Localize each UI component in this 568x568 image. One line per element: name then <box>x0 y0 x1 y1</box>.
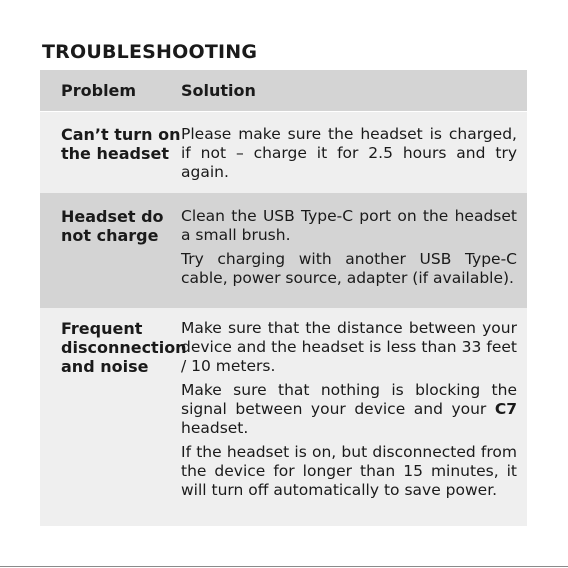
table-row <box>40 111 527 193</box>
table-header-row <box>40 70 527 111</box>
solution-paragraph: If the headset is on, but disconnected from the device for longer than 15 minutes, it will turn off automatically to save power. <box>181 443 517 499</box>
solution-cell <box>181 125 527 193</box>
solution-paragraph: Clean the USB Type-C port on the headset a small brush. <box>181 207 517 244</box>
model-name: C7 <box>494 400 517 418</box>
solution-paragraph <box>181 381 517 438</box>
problem-cell: Frequent disconnection and noise <box>61 319 187 376</box>
page-bottom-divider <box>0 566 568 567</box>
troubleshooting-table <box>40 70 527 526</box>
header-problem: Problem <box>61 81 137 100</box>
page-title: TROUBLESHOOTING <box>42 41 258 63</box>
problem-cell: Can’t turn on the headset <box>61 125 181 163</box>
header-solution: Solution <box>181 81 256 100</box>
solution-text: headset. <box>181 419 249 437</box>
solution-cell <box>181 207 527 308</box>
table-row <box>40 308 527 526</box>
solution-paragraph: Try charging with another USB Type-C cable, power source, adapter (if available). <box>181 250 517 287</box>
solution-text: Make sure that nothing is blocking the signal between your device and your <box>181 381 517 418</box>
table-row <box>40 193 527 308</box>
solution-paragraph: Please make sure the headset is charged, if not – charge it for 2.5 hours and try again. <box>181 125 517 181</box>
solution-cell <box>181 319 527 526</box>
problem-cell: Headset do not charge <box>61 207 164 245</box>
solution-paragraph: Make sure that the distance between your device and the headset is less than 33 feet / 10 meters. <box>181 319 517 375</box>
